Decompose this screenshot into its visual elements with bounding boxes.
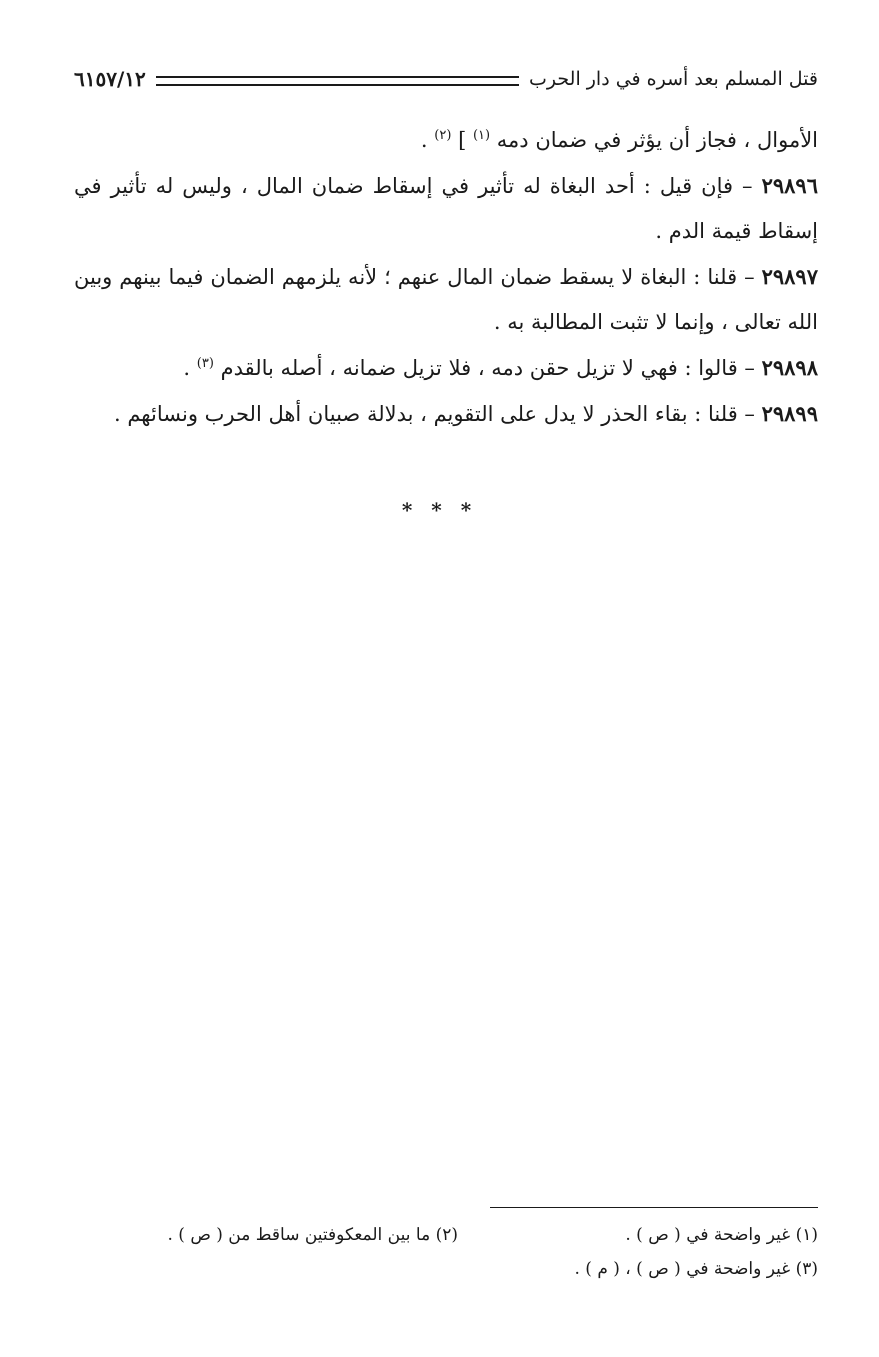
paragraph-text: – قلنا : البغاة لا يسقط ضمان المال عنهم ؛ لأنه يلزمهم الضمان فيما بينهم وبين الله تعالى ، وإنما لا تثبت المطالبة به . bbox=[74, 265, 818, 334]
footnote-3: (٣) غير واضحة في ( ص ) ، ( م ) . bbox=[574, 1259, 818, 1279]
section-separator: * * * bbox=[401, 498, 478, 522]
footnote-ref-1: (١) bbox=[472, 128, 491, 143]
paragraph-number: ٢٩٨٩٦ bbox=[761, 173, 818, 198]
paragraph-29897 bbox=[74, 254, 818, 345]
main-text bbox=[74, 118, 818, 437]
footnote-row bbox=[74, 1252, 818, 1286]
header-title: قتل المسلم بعد أسره في دار الحرب bbox=[529, 68, 818, 90]
running-header bbox=[74, 62, 818, 96]
paragraph-number: ٢٩٨٩٩ bbox=[761, 401, 818, 426]
header-double-rule bbox=[156, 76, 519, 86]
paragraph-29896 bbox=[74, 163, 818, 254]
footnote-ref-3: (٣) bbox=[196, 356, 214, 371]
paragraph-text: – فإن قيل : أحد البغاة له تأثير في إسقاط ضمان المال ، وليس له تأثير في إسقاط قيمة الدم . bbox=[74, 174, 818, 243]
paragraph-continuation bbox=[74, 118, 818, 163]
footnote-1: (١) غير واضحة في ( ص ) . bbox=[625, 1225, 818, 1245]
paragraph-text: – قالوا : فهي لا تزيل حقن دمه ، فلا تزيل ضمانه ، أصله بالقدم bbox=[213, 356, 762, 380]
paragraph-text: – قلنا : بقاء الحذر لا يدل على التقويم ، بدلالة صبيان أهل الحرب ونسائهم . bbox=[113, 402, 762, 426]
paragraph-end: . bbox=[420, 128, 435, 152]
footnotes bbox=[74, 1218, 818, 1286]
paragraph-text: الأموال ، فجاز أن يؤثر في ضمان دمه bbox=[490, 128, 818, 152]
page-number: ٦١٥٧/١٢ bbox=[74, 67, 146, 91]
paragraph-number: ٢٩٨٩٧ bbox=[761, 264, 818, 289]
paragraph-end: . bbox=[183, 356, 197, 380]
footnote-row bbox=[74, 1218, 818, 1252]
footnote-rule bbox=[490, 1207, 818, 1208]
bracket-text: ] bbox=[451, 128, 473, 152]
footnote-2: (٢) ما بين المعكوفتين ساقط من ( ص ) . bbox=[167, 1225, 458, 1245]
paragraph-29899 bbox=[74, 391, 818, 437]
footnote-ref-2: (٢) bbox=[434, 128, 452, 143]
paragraph-29898 bbox=[74, 345, 818, 391]
paragraph-number: ٢٩٨٩٨ bbox=[761, 355, 818, 380]
